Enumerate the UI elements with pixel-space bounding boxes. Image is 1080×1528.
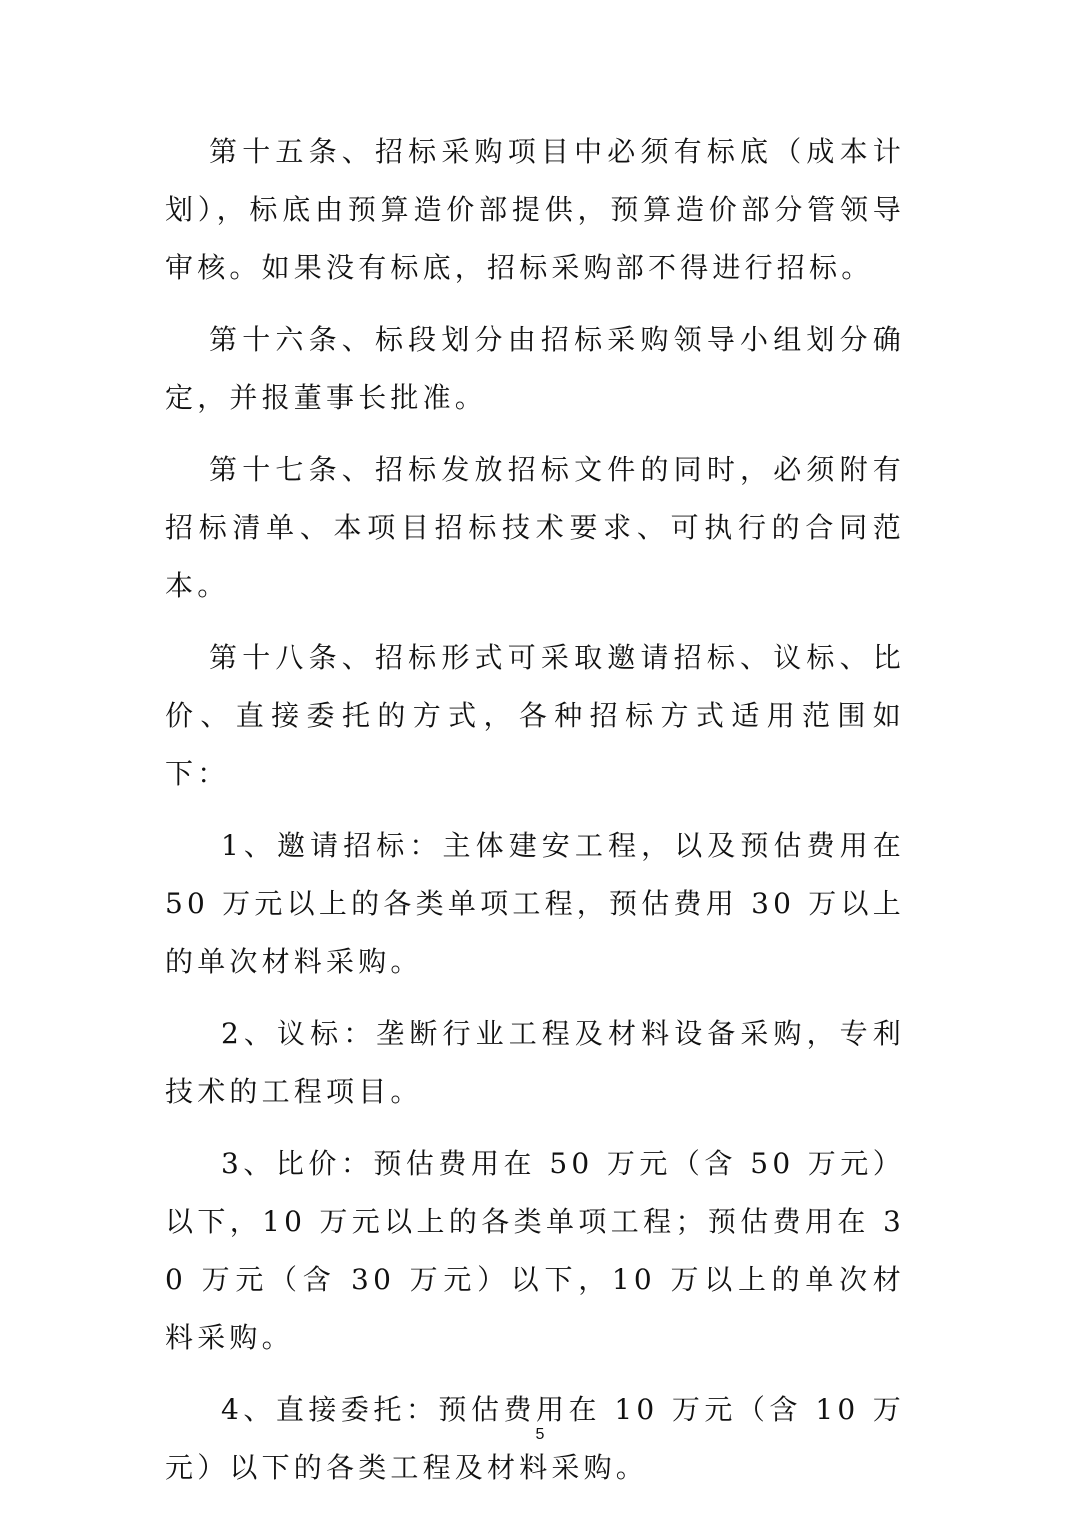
document-body xyxy=(165,123,905,1497)
item-1-invited-bidding: 1、邀请招标：主体建安工程，以及预估费用在 50 万元以上的各类单项工程，预估费用 30 万以上的单次材料采购。 xyxy=(165,829,905,978)
item-2-negotiated-bidding: 2、议标：垄断行业工程及材料设备采购，专利技术的工程项目。 xyxy=(165,1017,905,1108)
page-number: 5 xyxy=(535,1426,545,1443)
item-4-direct-commission: 4、直接委托：预估费用在 10 万元（含 10 万元）以下的各类工程及材料采购。 xyxy=(165,1393,905,1484)
article-18-paragraph: 第十八条、招标形式可采取邀请招标、议标、比价、直接委托的方式，各种招标方式适用范围如下： xyxy=(165,641,905,790)
article-17-paragraph: 第十七条、招标发放招标文件的同时，必须附有招标清单、本项目招标技术要求、可执行的合同范本。 xyxy=(165,453,905,602)
item-3-price-comparison: 3、比价：预估费用在 50 万元（含 50 万元）以下，10 万元以上的各类单项工程；预估费用在 30 万元（含 30 万元）以下，10 万以上的单次材料采购。 xyxy=(165,1147,905,1354)
article-16-paragraph: 第十六条、标段划分由招标采购领导小组划分确定，并报董事长批准。 xyxy=(165,323,905,414)
article-15-paragraph: 第十五条、招标采购项目中必须有标底（成本计划），标底由预算造价部提供，预算造价部分管领导审核。如果没有标底，招标采购部不得进行招标。 xyxy=(165,135,905,284)
